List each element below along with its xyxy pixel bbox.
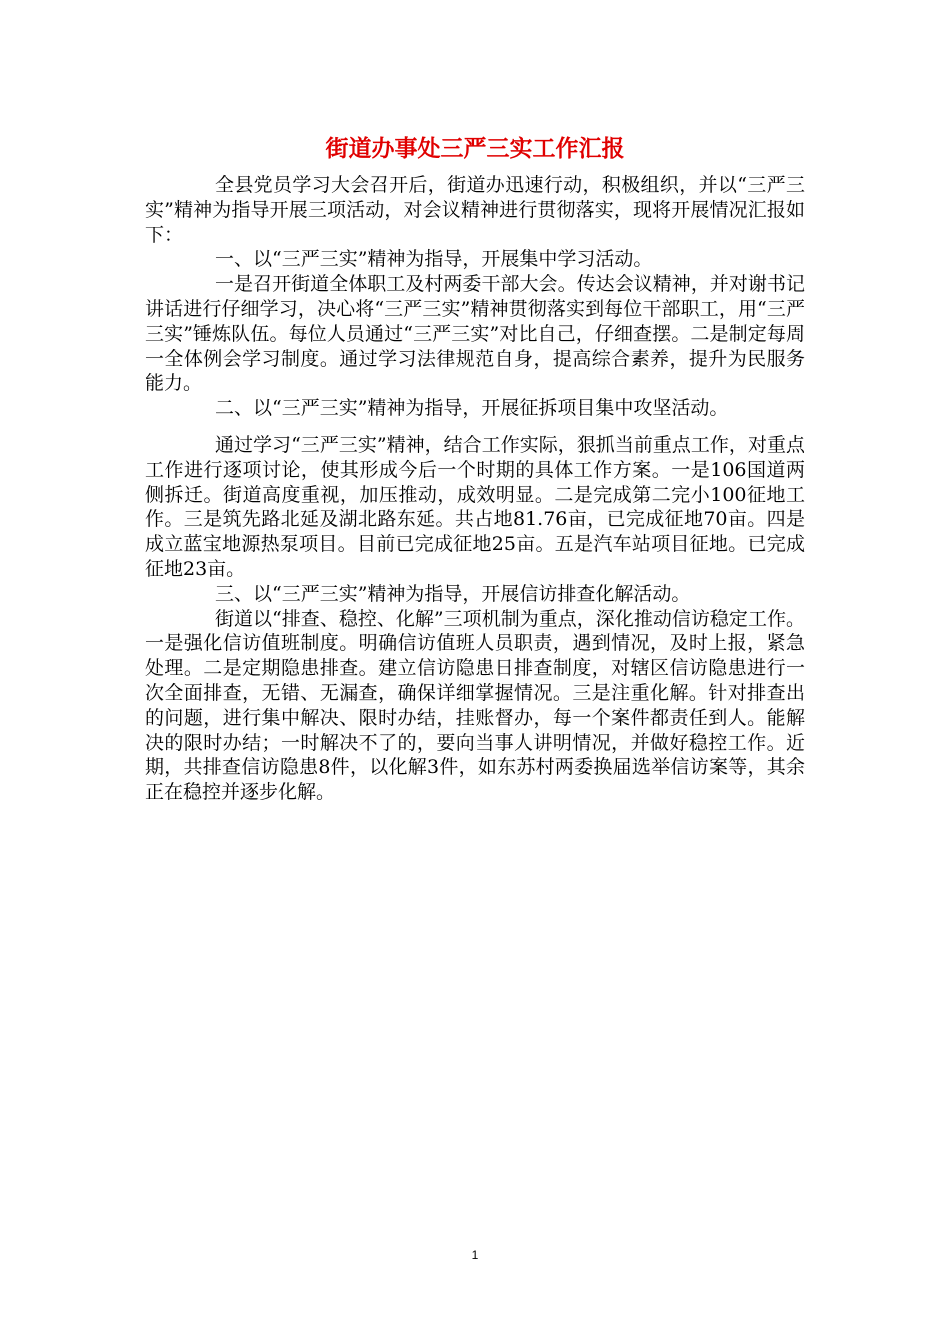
section-heading-3: 三、以“三严三实”精神为指导，开展信访排查化解活动。 — [215, 582, 691, 605]
document-body — [145, 173, 805, 805]
section-heading-2: 二、以“三严三实”精神为指导，开展征拆项目集中攻坚活动。 — [215, 397, 729, 420]
section-body-1: 一是召开街道全体职工及村两委干部大会。传达会议精神，并对谢书记讲话进行仔细学习，决心将“三严三实”精神贯彻落实到每位干部职工，用“三严三实”锤炼队伍。每位人员通过“三严三实”对比自己，仔细查摆。二是制定每周一全体例会学习制度。通过学习法律规范自身，提高综合素养，提升为民服务能力。 — [145, 273, 805, 395]
page-number: 1 — [471, 1248, 479, 1262]
section-heading-1: 一、以“三严三实”精神为指导，开展集中学习活动。 — [215, 248, 653, 271]
section-body-3: 街道以“排查、稳控、化解”三项机制为重点，深化推动信访稳定工作。一是强化信访值班制度。明确信访值班人员职责，遇到情况，及时上报，紧急处理。二是定期隐患排查。建立信访隐患日排查制度，对辖区信访隐患进行一次全面排查，无错、无漏查，确保详细掌握情况。三是注重化解。针对排查出的问题，进行集中解决、限时办结，挂账督办，每一个案件都责任到人。能解决的限时办结；一时解决不了的，要向当事人讲明情况，并做好稳控工作。近期，共排查信访隐患8件，以化解3件，如东苏村两委换届选举信访案等，其余正在稳控并逐步化解。 — [145, 607, 805, 804]
section-body-2: 通过学习“三严三实”精神，结合工作实际，狠抓当前重点工作，对重点工作进行逐项讨论，使其形成今后一个时期的具体工作方案。一是106国道两侧拆迁。街道高度重视，加压推动，成效明显。二是完成第二完小100征地工作。三是筑先路北延及湖北路东延。共占地81.76亩，已完成征地70亩。四是成立蓝宝地源热泵项目。目前已完成征地25亩。五是汽车站项目征地。已完成征地23亩。 — [145, 433, 805, 580]
intro-paragraph: 全县党员学习大会召开后，街道办迅速行动，积极组织，并以“三严三实”精神为指导开展三项活动，对会议精神进行贯彻落实，现将开展情况汇报如下： — [145, 174, 805, 246]
document-title: 街道办事处三严三实工作汇报 — [325, 136, 625, 162]
